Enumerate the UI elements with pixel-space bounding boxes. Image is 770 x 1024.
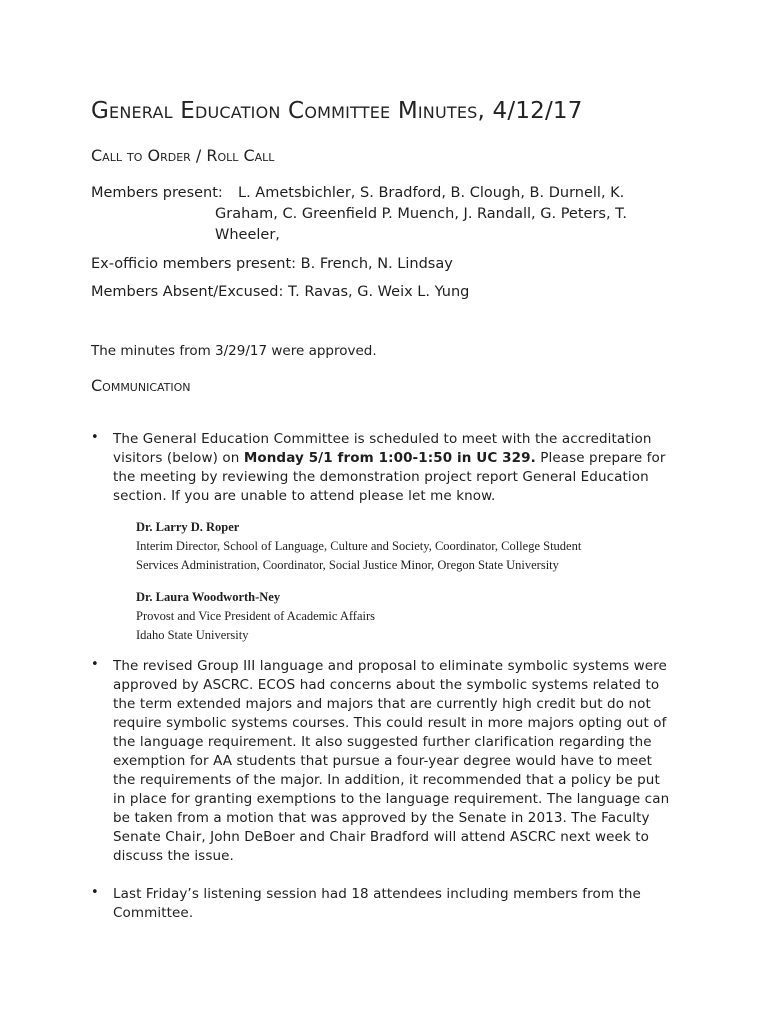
bullet-icon: • [91, 657, 99, 672]
bullet-icon: • [91, 885, 99, 900]
visitor-block [136, 518, 656, 575]
visitor-title-line: Interim Director, School of Language, Culture and Society, Coordinator, College Student [136, 539, 582, 553]
visitor-title-line: Idaho State University [136, 628, 249, 642]
bullet-text [113, 430, 673, 506]
bullet-text-part: The General Education Committee is scheduled to meet with the accreditation visitors (below) on [113, 431, 652, 466]
section-heading-communication: Communication [91, 376, 191, 395]
visitor-name: Dr. Laura Woodworth-Ney [136, 590, 281, 604]
members-present-line: Wheeler, [215, 227, 280, 243]
page-title: General Education Committee Minutes, 4/12/17 [91, 98, 583, 124]
minutes-approved-text: The minutes from 3/29/17 were approved. [91, 343, 377, 359]
visitor-title-line: Provost and Vice President of Academic Affairs [136, 609, 376, 623]
members-absent: Members Absent/Excused: T. Ravas, G. Weix L. Yung [91, 284, 470, 300]
ex-officio-members: Ex-officio members present: B. French, N. Lindsay [91, 256, 453, 272]
members-present-label: Members present: [91, 185, 223, 201]
visitor-block [136, 588, 656, 645]
bullet-text-part: Please prepare for the meeting by reviewing the demonstration project report General Education section. If you are unable to attend please let me know. [113, 450, 666, 504]
members-present-line: Graham, C. Greenfield P. Muench, J. Randall, G. Peters, T. [215, 206, 627, 222]
visitor-name: Dr. Larry D. Roper [136, 520, 240, 534]
bullet-text: Last Friday’s listening session had 18 attendees including members from the Committee. [113, 886, 641, 921]
bullet-icon: • [91, 430, 99, 445]
members-present-line: L. Ametsbichler, S. Bradford, B. Clough, B. Durnell, K. [238, 185, 625, 201]
meeting-time-bold: Monday 5/1 from 1:00-1:50 in UC 329. [243, 450, 536, 466]
bullet-text: The revised Group III language and proposal to eliminate symbolic systems were approved by ASCRC. ECOS had concerns about the symbolic systems related to the term extended majors and majors that are currently high credit but do not require symbolic systems courses. This could result in more majors opting out of the language requirement. It also suggested further clarification regarding the exemption for AA students that pursue a four-year degree would have to meet the requirements of the major. In addition, it recommended that a policy be put in place for granting exemptions to the language requirement. The language can be taken from a motion that was approved by the Senate in 2013. The Faculty Senate Chair, John DeBoer and Chair Bradford will attend ASCRC next week to discuss the issue. [113, 658, 670, 864]
section-heading-roll-call: Call to Order / Roll Call [91, 146, 275, 165]
visitor-title-line: Services Administration, Coordinator, Social Justice Minor, Oregon State University [136, 558, 559, 572]
